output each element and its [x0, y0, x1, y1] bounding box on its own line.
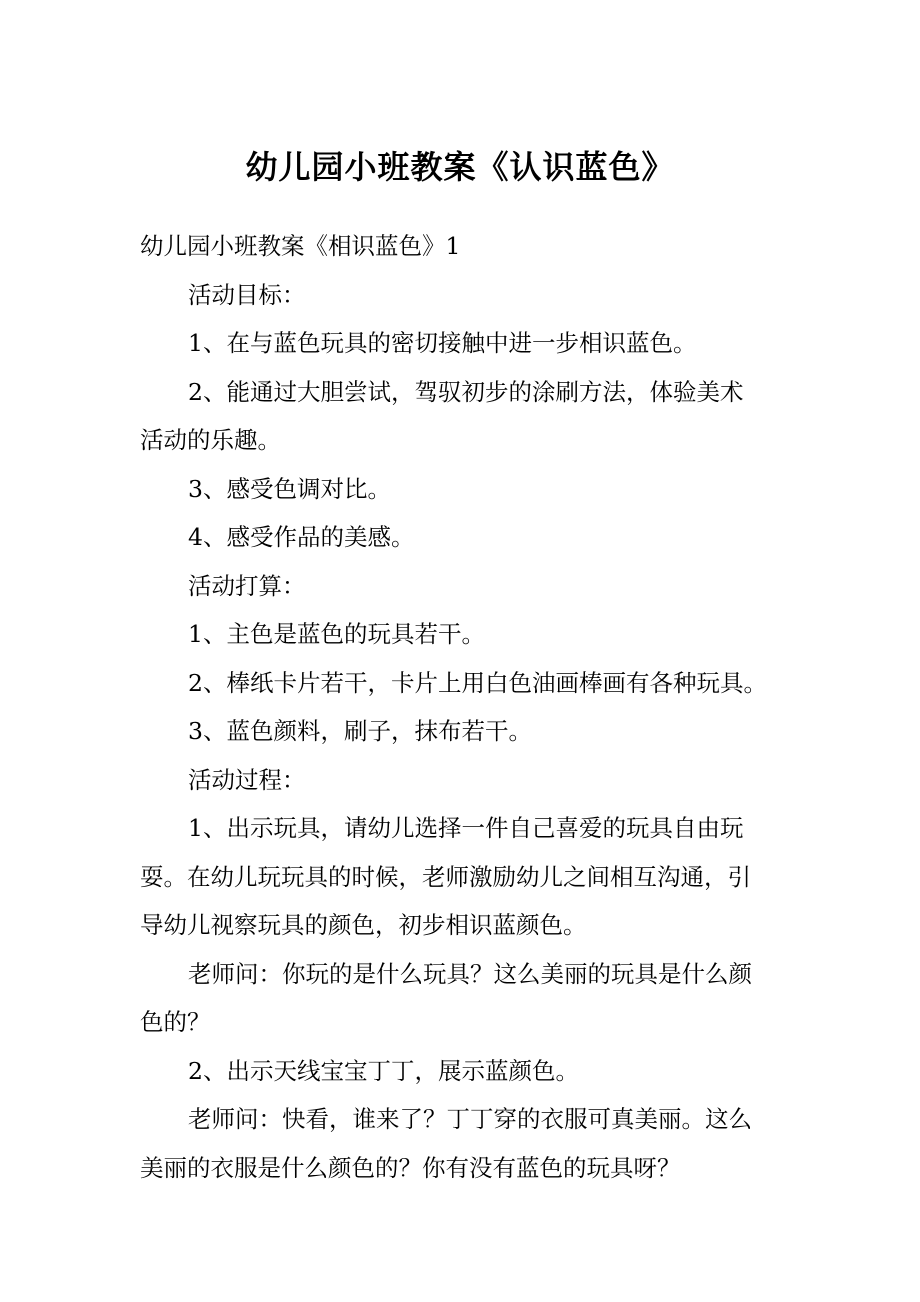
document-body: [140, 222, 800, 1192]
paragraph: 活动打算：: [188, 571, 306, 600]
paragraph: 3、感受色调对比。: [188, 474, 391, 503]
paragraph: 2、出示天线宝宝丁丁，展示蓝颜色。: [188, 1056, 579, 1085]
paragraph-continuation: 活动的乐趣。: [140, 426, 281, 454]
paragraph: 1、出示玩具，请幼儿选择一件自己喜爱的玩具自由玩: [188, 814, 744, 842]
document-title: 幼儿园小班教案《认识蓝色》: [245, 148, 675, 186]
paragraph-continuation: 色的？: [140, 1008, 211, 1036]
paragraph: 2、能通过大胆尝试，驾驭初步的涂刷方法，体验美术: [188, 377, 744, 406]
paragraph-continuation: 导幼儿视察玩具的颜色，初步相识蓝颜色。: [140, 911, 587, 939]
paragraph-continuation: 耍。在幼儿玩玩具的时候，老师激励幼儿之间相互沟通，引: [140, 862, 751, 891]
paragraph: 老师问：你玩的是什么玩具？这么美丽的玩具是什么颜: [188, 959, 752, 988]
paragraph: 2、棒纸卡片若干，卡片上用白色油画棒画有各种玩具。: [188, 668, 767, 697]
paragraph: 1、在与蓝色玩具的密切接触中进一步相识蓝色。: [188, 329, 697, 357]
paragraph: 老师问：快看，谁来了？丁丁穿的衣服可真美丽。这么: [188, 1105, 752, 1133]
paragraph: 4、感受作品的美感。: [188, 523, 415, 551]
paragraph: 活动过程：: [188, 765, 306, 794]
paragraph: 3、蓝色颜料，刷子，抹布若干。: [188, 717, 532, 745]
paragraph-continuation: 美丽的衣服是什么颜色的？你有没有蓝色的玩具呀？: [140, 1153, 681, 1182]
paragraph: 活动目标：: [188, 280, 306, 309]
section-heading: 幼儿园小班教案《相识蓝色》1: [140, 232, 461, 260]
paragraph: 1、主色是蓝色的玩具若干。: [188, 620, 485, 648]
